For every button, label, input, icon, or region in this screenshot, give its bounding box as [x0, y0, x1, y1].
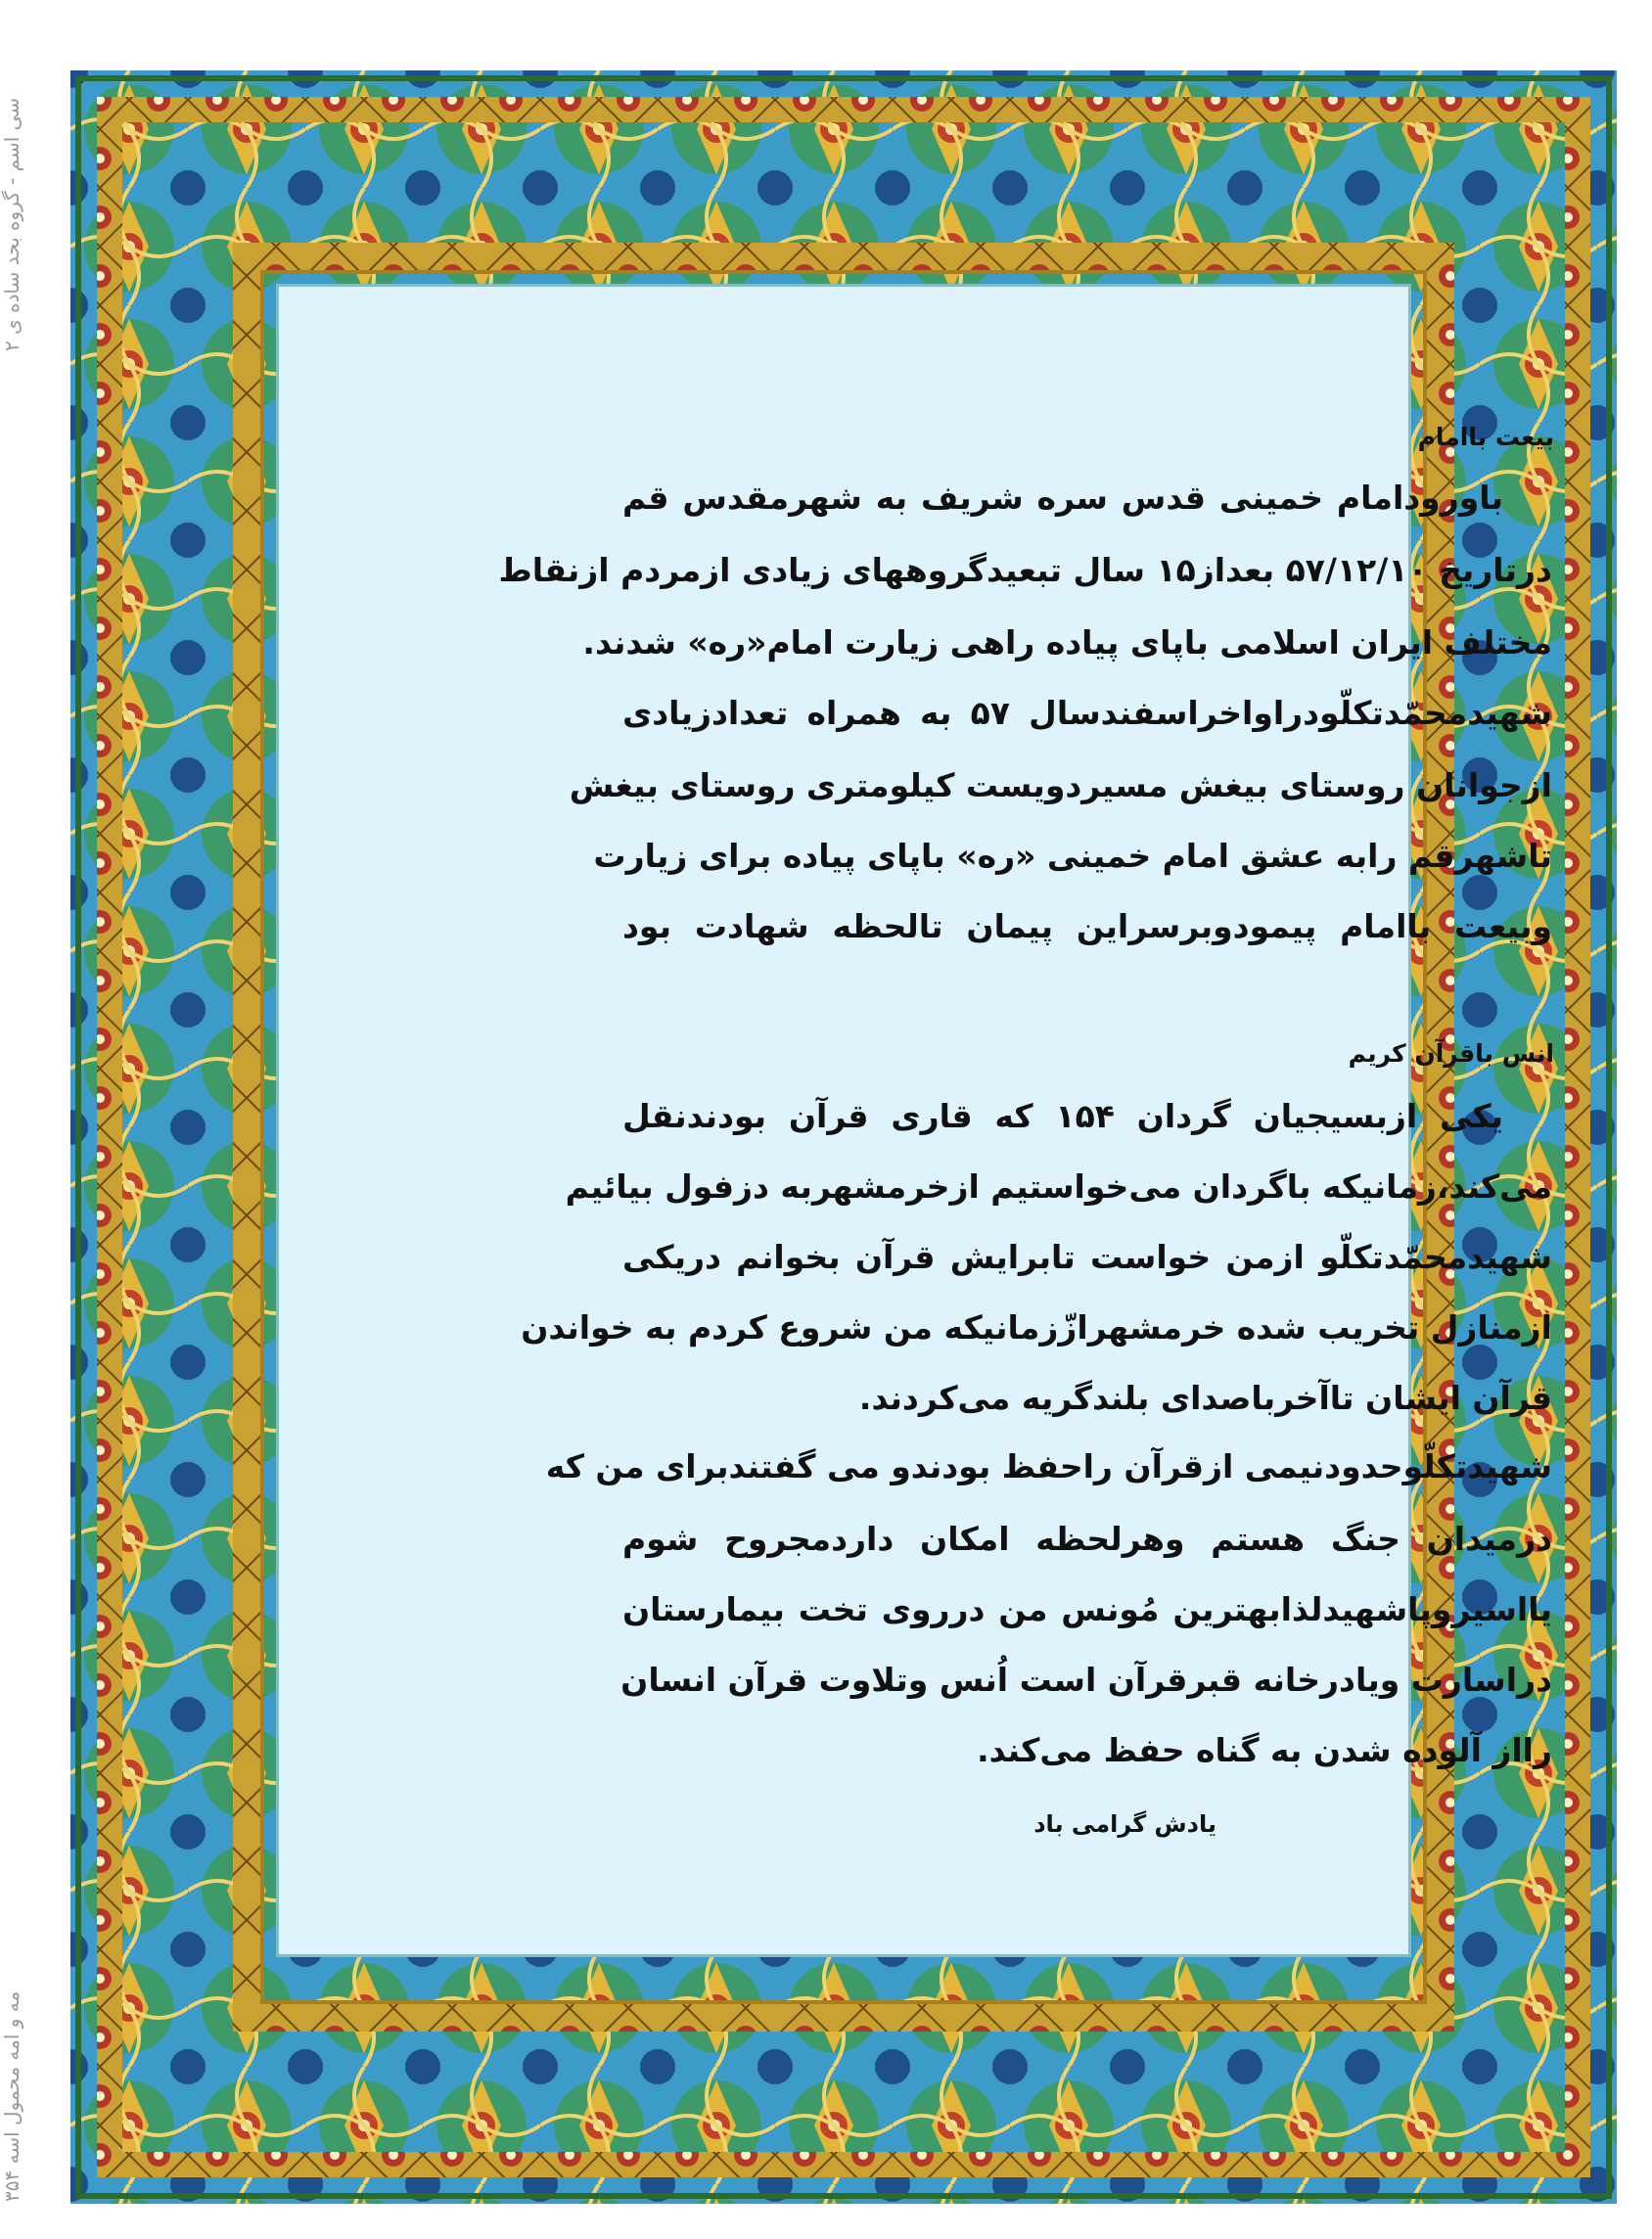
section2-line-1: یکی ازبسیجیان گردان ۱۵۴ که قاری قرآن بودندنقل — [622, 1097, 1503, 1135]
section-heading-bayat: بیعت باامام — [1417, 423, 1554, 451]
section1-line-6: تاشهرقم رابه عشق امام خمینی «ره» باپای پیاده برای زیارت — [593, 837, 1552, 875]
section2-line-5: قرآن ایشان تاآخرباصدای بلندگریه می‌کردند. — [858, 1379, 1552, 1417]
side-caption — [0, 98, 49, 2202]
section1-line-3: مختلف ایران اسلامی باپای پیاده راهی زیارت امام«ره» شدند. — [582, 623, 1552, 662]
section2-line-9: دراسارت ویادرخانه قبرقرآن است اُنس وتلاوت قرآن انسان — [620, 1661, 1552, 1699]
section2-line-7: درمیدان جنگ هستم وهرلحظه امکان داردمجروح شوم — [622, 1520, 1552, 1558]
section2-line-6: شهیدتکلّوحدودنیمی ازقرآن راحفظ بودندو می گفتندبرای من که — [545, 1447, 1552, 1485]
section2-line-8: یااسیروپاشهیدلذابهترین مُونس من درروی تخت بیمارستان — [622, 1590, 1552, 1628]
section2-line-2: می‌کند،زمانیکه باگردان می‌خواستیم ازخرمشهربه دزفول بیائیم — [565, 1167, 1552, 1206]
section1-line-1: باورودامام خمینی قدس سره شریف به شهرمقدس قم — [622, 479, 1503, 517]
section-heading-quran: انس باقرآن کریم — [1348, 1039, 1554, 1068]
section2-line-10: رااز آلوده شدن به گناه حفظ می‌کند. — [977, 1731, 1552, 1769]
section2-line-4: ازمنازل تخریب شده خرمشهرازّزمانیکه من شروع کردم به خواندن — [521, 1308, 1552, 1347]
side-caption-bottom: سی اسم - گروه بحد ساده ی ۲ — [0, 98, 23, 352]
section1-line-2: درتاریخ ۵۷/۱۲/۱۰ بعداز۱۵ سال تبعیدگروههای زیادی ازمردم ازنقاط — [498, 551, 1552, 589]
section1-line-4: شهیدمحمّدتکلّودراواخراسفندسال ۵۷ به همراه تعدادزیادی — [622, 694, 1552, 732]
section1-line-7: وبیعت باامام پیمودوبرسراین پیمان تالحظه شهادت بود — [622, 907, 1552, 945]
closing-line: یادش گرامی باد — [1033, 1810, 1216, 1838]
section1-line-5: ازجوانان روستای بیغش مسیردویست کیلومتری روستای بیغش — [569, 766, 1552, 804]
side-caption-top: مه و امه محمول اسه ۳۵۴ — [0, 1990, 23, 2202]
section2-line-3: شهیدمحمّدتکلّو ازمن خواست تابرایش قرآن بخوانم دریکی — [622, 1238, 1552, 1276]
